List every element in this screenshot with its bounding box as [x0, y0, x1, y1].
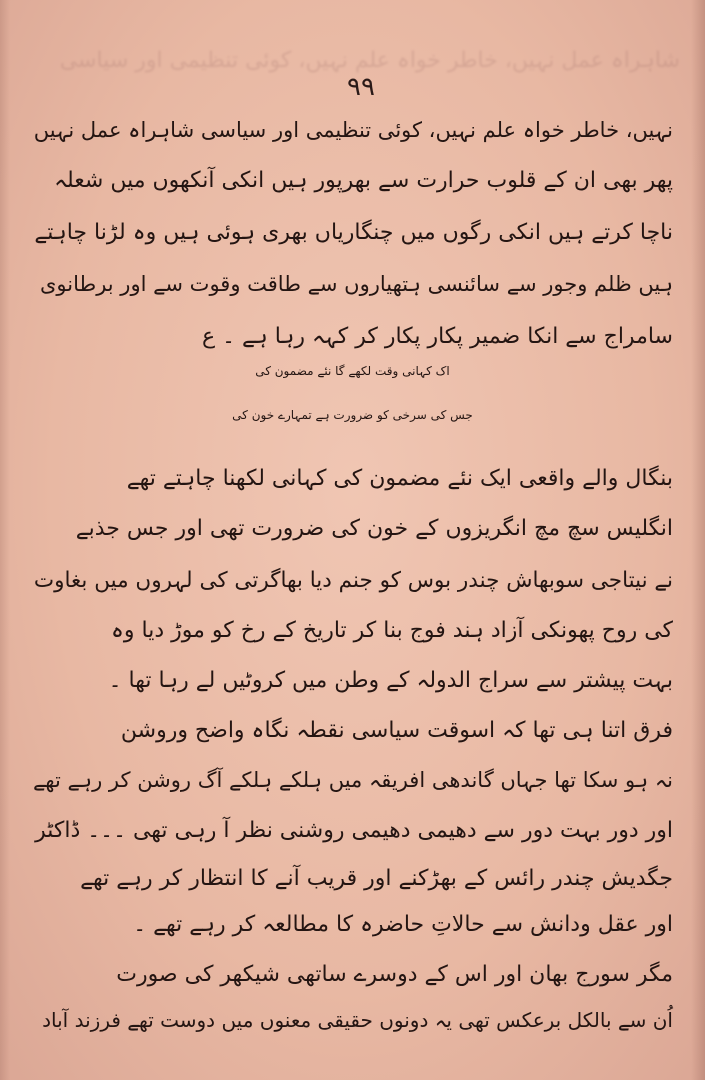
text-line: پھر بھی ان کے قلوب حرارت سے بھرپور ہیں انکی آنکھوں میں شعلہ: [54, 168, 673, 193]
couplet-line-2: جس کی سرخی کو ضرورت ہے تمہارے خون کی: [232, 408, 473, 422]
couplet-line-1: اک کہانی وقت لکھے گا نئے مضمون کی: [255, 364, 450, 378]
page-edge-shadow: [691, 0, 705, 1080]
text-line: جگدیش چندر رائس کے بھڑکنے اور قریب آنے کا انتظار کر رہے تھے: [80, 866, 673, 891]
text-line: بنگال والے واقعی ایک نئے مضمون کی کہانی لکھنا چاہتے تھے: [126, 466, 673, 491]
text-line: نہ ہو سکا تھا جہاں گاندھی افریقہ میں ہلکے ہلکے آگ روشن کر رہے تھے: [33, 768, 673, 792]
text-line: کی روح پھونکی آزاد ہند فوج بنا کر تاریخ کے رخ کو موڑ دیا وہ: [111, 618, 673, 643]
text-line: بہت پیشتر سے سراج الدولہ کے وطن میں کروٹیں لے رہا تھا ۔: [108, 668, 673, 693]
text-line: مگر سورج بھان اور اس کے دوسرے ساتھی شیکھر کی صورت: [116, 962, 673, 987]
text-line: فرق اتنا ہی تھا کہ اسوقت سیاسی نقطہ نگاہ واضح وروشن: [120, 718, 673, 743]
text-line: ہیں ظلم وجور سے سائنسی ہتھیاروں سے طاقت وقوت سے اور برطانوی: [39, 272, 673, 296]
text-line: اور دور بہت دور سے دھیمی دھیمی روشنی نظر آ رہی تھی ۔۔۔ ڈاکٹر: [35, 818, 673, 843]
page-gutter-shadow: [0, 0, 10, 1080]
page-number: ۹۹: [347, 72, 375, 102]
text-line: نے نیتاجی سوبھاش چندر بوس کو جنم دیا بھاگرتی کی لہروں میں بغاوت: [33, 568, 673, 593]
text-line: ناچا کرتے ہیں انکی رگوں میں چنگاریاں بھری ہوئی ہیں وہ لڑنا چاہتے: [34, 220, 673, 245]
text-line: انگلیس سچ مچ انگریزوں کے خون کی ضرورت تھی اور جس جذبے: [75, 516, 673, 541]
text-line: سامراج سے انکا ضمیر پکار پکار کر کہہ رہا ہے ۔ ع: [202, 324, 673, 349]
text-line: نہیں، خاطر خواہ علم نہیں، کوئی تنظیمی اور سیاسی شاہراہ عمل نہیں: [33, 118, 673, 142]
text-line: اور عقل ودانش سے حالاتِ حاضرہ کا مطالعہ کر رہے تھے ۔: [133, 912, 673, 937]
bleed-through-text: شاہراہ عمل نہیں، خاطر خواہ علم نہیں، کوئی تنظیمی اور سیاسی: [59, 48, 680, 73]
text-line: اُن سے بالکل برعکس تھی یہ دونوں حقیقی معنوں میں دوست تھے فرزند آباد: [42, 1008, 673, 1032]
